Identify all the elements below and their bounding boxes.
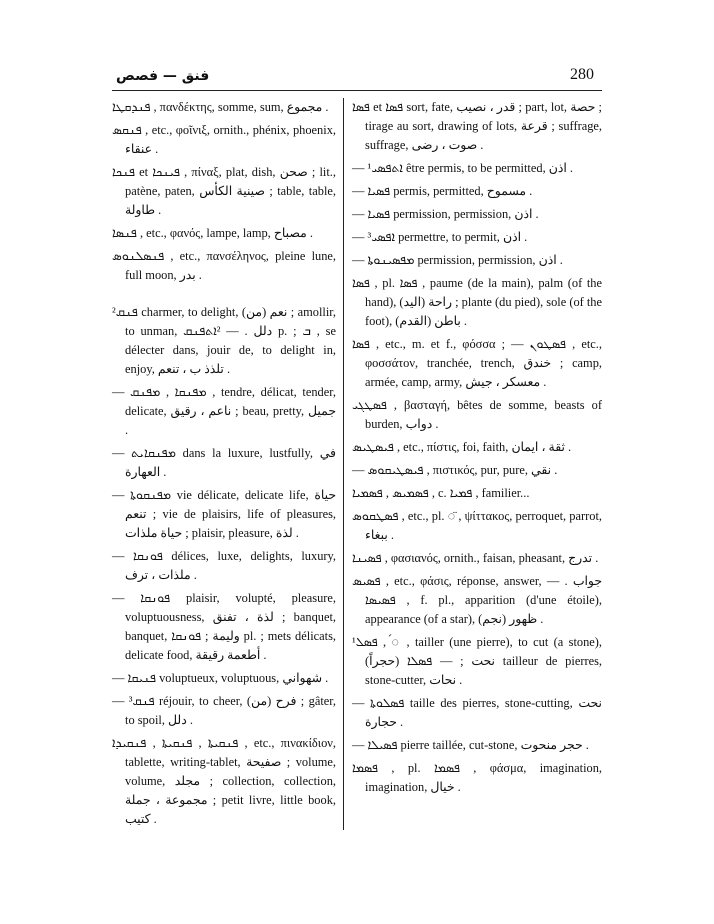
entry: — ܦܣܝܠܐ pierre taillée, cut-stone, حجر منحوت . (352, 738, 589, 752)
entry: — ܡܦܢܩܘܬܐ vie délicate, delicate life, حياة تنعم ; vie de plaisirs, life of pleasures, حياة ملذات ; plaisir, pleasure, لذة . (112, 488, 336, 540)
right-column (352, 98, 602, 801)
entry: ܦܢܣܠܢܘܣ , etc., πανσέληνος, pleine lune, full moon, بدر . (112, 249, 336, 282)
entry: — ܦܣܠܘܬܐ taille des pierres, stone-cutting, نحت حجارة . (352, 696, 602, 729)
entry: ܦܣܡܝܣ , ܦܣܡܝܐ , c. ܦܡܝܐ , familier... (352, 486, 530, 500)
entry: ܦܣܝܣ , etc., φάσις, réponse, answer, جواب . — ܦܣܝܣܐ , f. pl., apparition (d'une étoile), appearance (of a star), ظهور (نجم) . (352, 574, 602, 626)
left-column (112, 98, 336, 833)
entry: — ¹ܐܬܦܣܝ être permis, to be permitted, اذن . (352, 161, 574, 175)
entry: — ܦܘܢܩܐ plaisir, volupté, pleasure, voluptuousness, لذة ، تفنق ; banquet, banquet, وليمة ; ܦܘܢܩܐ pl. ; mets délicats, delicate food, أطعمة رقيقة . (112, 591, 337, 662)
entry: — ܡܦܢܩܐܝܬ dans la luxure, lustfully, في العهارة . (112, 446, 336, 479)
entry: ܦܢܟܐ et ܦܝܢܟܐ , πίναξ, plat, dish, صحن ; lit., patène, paten, صينية الكأس ; table, table, طاولة . (112, 165, 336, 217)
entry: ¹ܦܣܠ , ◌́ , tailler (une pierre), to cut (a stone), (حجراً) نحت ; — ܦܣܠܐ tailleur de pierres, stone-cutter, نحات . (352, 635, 602, 687)
column-divider (343, 98, 344, 830)
running-head: فنق — فصص (116, 68, 210, 84)
entry: — ܦܝܣܛܝܩܘܣ , πιστικός, pur, pure, نقي . (352, 463, 558, 477)
entry: — ܦܘܢܩܐ délices, luxe, delights, luxury, ملذات ، ترف . (112, 549, 336, 582)
entry: ܦܣܛܩܘܣ , etc., pl. ◌̈ , ψίττακος, perroquet, parrot, ببغاء . (352, 509, 602, 542)
entry: ܦܣܐ , etc., m. et f., φόσσα ; — ܦܣܛܘܢ , etc., φοσσάτον, tranchée, trench, خندق ; camp, armée, camp, army, معسكر ، جيش . (352, 337, 602, 389)
entry: ܦܣܐ , pl. ܦܣܐ , paume (de la main), palm (of the hand), (اليد) راحة ; plante (du pied), sole (of the foot), باطن (القدم) . (352, 276, 603, 328)
entry: — ܡܦܢܩܐ , ܡܦܢܩ , tendre, délicat, tender, delicate, ناعم ، رقيق ; beau, pretty, جميل . (112, 385, 336, 437)
entry: — ³ܦܢܩ réjouir, to cheer, (من) فرح ; gâter, to spoil, دلل . (112, 694, 336, 727)
entry: ²ܦܢܩ charmer, to delight, (من) نعم ; amollir, to unman, دلل . — ²ܐܬܦܢܩ p. ; ܒ , se délecter dans, jouir de, to delight in, enjoy, تلذذ ب ، تنعم . (112, 305, 337, 376)
entry: ܦܣܛܓܝ , βασταγή, bêtes de somme, beasts of burden, دواب . (352, 398, 602, 431)
entry: ܦܢܩܣ , etc., φοῖνιξ, ornith., phénix, phoenix, عنقاء . (112, 123, 336, 156)
entry: — ܦܢܝܩܐ voluptueux, voluptuous, شهواني . (112, 671, 329, 685)
entry: ܦܝܣܛܝܣ , etc., πίστις, foi, faith, ثقة ، ايمان . (352, 440, 572, 454)
page-header (112, 66, 602, 90)
entry: ܦܢܣܐ , etc., φανός, lampe, lamp, مصباح . (112, 226, 313, 240)
page-number: 280 (570, 66, 594, 83)
entry: ܦܣܝܢܐ , φασιανός, ornith., faisan, pheasant, تدرج . (352, 551, 599, 565)
header-rule (112, 90, 602, 91)
entry: — ܦܣܝܐ permis, permitted, مسموح . (352, 184, 533, 198)
entry: ܦܣܡܐ , pl. ܦܣܡܐ , φάσμα, imagination, imagination, خيال . (352, 761, 602, 794)
entry: ܦܣܐ et ܦܣܐ sort, fate, قدر ، نصيب ; part, lot, حصة ; tirage au sort, drawing of lots, قرعة ; suffrage, suffrage, صوت ، رضى . (352, 100, 603, 152)
entry: ܦܢܕܩܛܐ , πανδέκτης, somme, sum, مجموع . (112, 100, 329, 114)
entry: — ܦܣܝܐ permission, permission, اذن . (352, 207, 539, 221)
entry: ܦܢܩܝܬܐ , ܦܢܩܝܬܐ , ܦܢܩܝܕܐ , etc., πινακίδιον, tablette, writing-tablet, صفيحة ; volume, volume, مجلد ; collection, collection, مجموعة ، جملة ; petit livre, little book, كتيب . (112, 736, 336, 826)
entry: — ܡܦܣܝܢܘܬܐ permission, permission, اذن . (352, 253, 563, 267)
entry: — ³ܐܦܣܝ permettre, to permit, اذن . (352, 230, 528, 244)
